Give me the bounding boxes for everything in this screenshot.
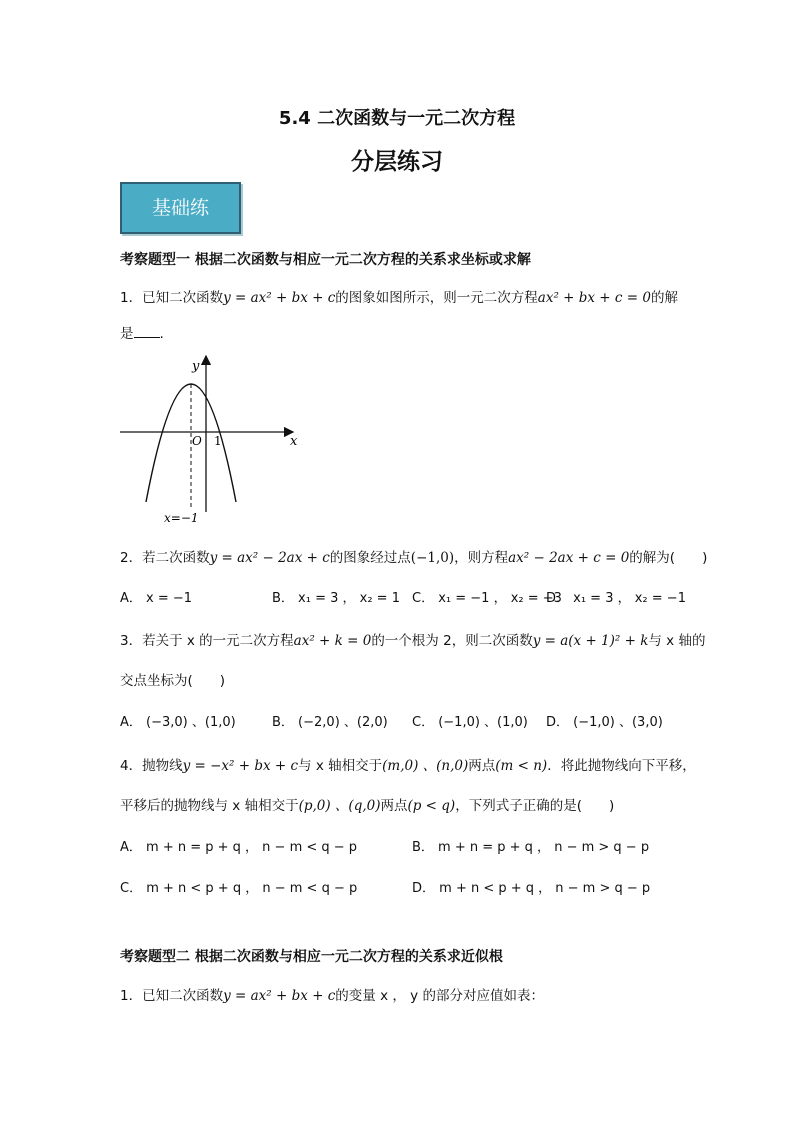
x-label: x: [290, 434, 298, 449]
q3-option-c[interactable]: C． (−1,0) 、(1,0): [412, 715, 528, 730]
origin-label: O: [192, 434, 202, 448]
q1-line1: [120, 286, 678, 306]
q4-cond1: (m < n): [495, 758, 548, 774]
q1-mid: 的图象如图所示，则一元二次方程: [335, 290, 538, 306]
q4-eq1: y = −x² + bx + c: [182, 758, 299, 774]
q4-pts1: (m,0) 、(n,0): [382, 758, 469, 774]
q1-tail: 的解: [650, 290, 678, 306]
q4-d: ．将此抛物线向下平移，: [547, 758, 696, 774]
q3-line2: 交点坐标为( ): [120, 673, 226, 689]
q4-option-b[interactable]: B． m + n = p + q ， n − m > q − p: [412, 840, 650, 855]
level-badge: 基础练: [120, 182, 241, 234]
s2-q1-eq1: y = ax² + bx + c: [223, 988, 336, 1004]
q4-option-c[interactable]: C． m + n < p + q ， n − m < q − p: [120, 881, 358, 896]
q1-eq2: ax² + bx + c = 0: [537, 290, 651, 306]
q4-f: 两点: [380, 798, 408, 814]
q3-eq1: ax² + k = 0: [293, 633, 372, 649]
q2-tail: 的解为( ): [629, 550, 708, 566]
q3-option-a[interactable]: A． (−3,0) 、(1,0): [120, 715, 236, 730]
q2-mid: 的图象经过点: [329, 550, 411, 566]
q2-line1: [120, 546, 707, 566]
q4-option-a[interactable]: A． m + n = p + q ， n − m < q − p: [120, 840, 358, 855]
q4-line1: [120, 754, 696, 774]
q2-option-d[interactable]: D． x₁ = 3 ， x₂ = −1: [546, 591, 686, 606]
lesson-title: 5.4 二次函数与一元二次方程: [278, 108, 516, 129]
q2-mid2: ，则方程: [454, 550, 509, 566]
q3-option-b[interactable]: B． (−2,0) 、(2,0): [272, 715, 388, 730]
q4-option-d[interactable]: D． m + n < p + q ， n − m > q − p: [412, 881, 651, 896]
q2-option-a[interactable]: A． x = −1: [120, 591, 193, 606]
tick-label-1: 1: [214, 434, 222, 448]
y-label: y: [192, 359, 200, 374]
answer-blank: [134, 325, 160, 338]
section2-heading: 考察题型二 根据二次函数与相应一元二次方程的关系求近似根: [120, 949, 503, 965]
q4-cond2: (p < q): [407, 798, 456, 814]
q4-a: 4．抛物线: [120, 758, 183, 774]
q1-line2: [120, 322, 164, 342]
q2-eq1: y = ax² − 2ax + c: [209, 550, 330, 566]
q1-end: .: [159, 326, 164, 342]
q3-a: 3．若关于 x 的一元二次方程: [120, 633, 294, 649]
s2-q1-line1: [120, 984, 544, 1004]
q2-num: 2．若二次函数: [120, 550, 210, 566]
q3-line1: [120, 629, 705, 649]
lesson-subtitle: 分层练习: [351, 149, 443, 175]
q1-num: 1．已知二次函数: [120, 290, 224, 306]
symmetry-label: x=−1: [164, 511, 199, 525]
q1-eq1: y = ax² + bx + c: [223, 290, 336, 306]
q4-line2: [120, 794, 614, 814]
q2-option-c[interactable]: C． x₁ = −1 ， x₂ = −3: [412, 591, 562, 606]
q1-line2-text: 是: [120, 326, 134, 342]
q4-g: ，下列式子正确的是( ): [455, 798, 615, 814]
q4-pts2: (p,0) 、(q,0): [298, 798, 381, 814]
q3-eq2: y = a(x + 1)² + k: [532, 633, 649, 649]
parabola-graph: [118, 352, 308, 528]
q3-b: 的一个根为 2，则二次函数: [371, 633, 533, 649]
section1-heading: 考察题型一 根据二次函数与相应一元二次方程的关系求坐标或求解: [120, 252, 531, 268]
q4-c: 两点: [468, 758, 496, 774]
s2-q1-mid: 的变量 x ， y 的部分对应值如表：: [335, 988, 544, 1004]
q2-option-b[interactable]: B． x₁ = 3 ， x₂ = 1: [272, 591, 400, 606]
q2-point: (−1,0): [410, 550, 455, 566]
q3-option-d[interactable]: D． (−1,0) 、(3,0): [546, 715, 663, 730]
q4-e: 平移后的抛物线与 x 轴相交于: [120, 798, 299, 814]
q2-eq2: ax² − 2ax + c = 0: [508, 550, 630, 566]
q4-b: 与 x 轴相交于: [298, 758, 383, 774]
q3-c: 与 x 轴的: [648, 633, 706, 649]
s2-q1-num: 1．已知二次函数: [120, 988, 224, 1004]
